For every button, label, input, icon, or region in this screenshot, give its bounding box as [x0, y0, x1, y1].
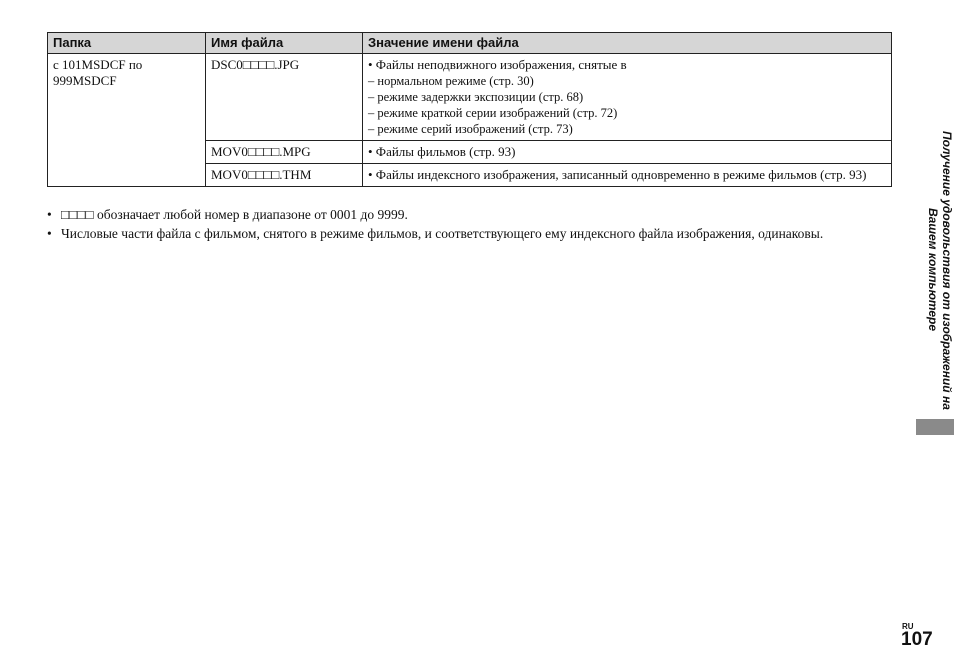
bullet: • — [47, 207, 52, 222]
header-folder: Папка — [48, 33, 206, 54]
note-item — [47, 225, 892, 243]
file-name-table — [47, 32, 892, 187]
meaning-cell — [363, 164, 892, 187]
header-meaning: Значение имени файла — [363, 33, 892, 54]
section-side-title: Получение удовольствия от изображений на Вашем компьютере — [926, 130, 954, 410]
meaning-cell — [363, 141, 892, 164]
folder-cell: с 101MSDCF по 999MSDCF — [48, 54, 206, 187]
note-text: Числовые части файла с фильмом, снятого в режиме фильмов, и соответствующего ему индексного файла изображения, одинаковы. — [61, 226, 824, 241]
note-item — [47, 206, 892, 224]
meaning-subitem: – режиме краткой серии изображений (стр. 72) — [368, 106, 618, 120]
table-row — [48, 54, 892, 141]
language-label: RU — [902, 622, 914, 631]
meaning-text: • Файлы индексного изображения, записанный одновременно в режиме фильмов (стр. 93) — [368, 167, 867, 182]
filename-cell: DSC0□□□□.JPG — [206, 54, 363, 141]
meaning-subitem: – режиме задержки экспозиции (стр. 68) — [368, 90, 584, 104]
filename-cell: MOV0□□□□.THM — [206, 164, 363, 187]
notes-list — [47, 206, 892, 244]
table-header-row — [48, 33, 892, 54]
header-filename: Имя файла — [206, 33, 363, 54]
meaning-text: • Файлы фильмов (стр. 93) — [368, 144, 516, 159]
meaning-text: • Файлы неподвижного изображения, снятые в — [368, 57, 627, 72]
meaning-subitem: – нормальном режиме (стр. 30) — [368, 74, 534, 88]
bullet: • — [47, 226, 52, 241]
meaning-cell — [363, 54, 892, 141]
meaning-subitem: – режиме серий изображений (стр. 73) — [368, 122, 573, 136]
section-tab-marker — [916, 419, 954, 435]
page-number: 107 — [901, 629, 933, 650]
filename-cell: MOV0□□□□.MPG — [206, 141, 363, 164]
note-text: □□□□ обозначает любой номер в диапазоне от 0001 до 9999. — [61, 207, 408, 222]
